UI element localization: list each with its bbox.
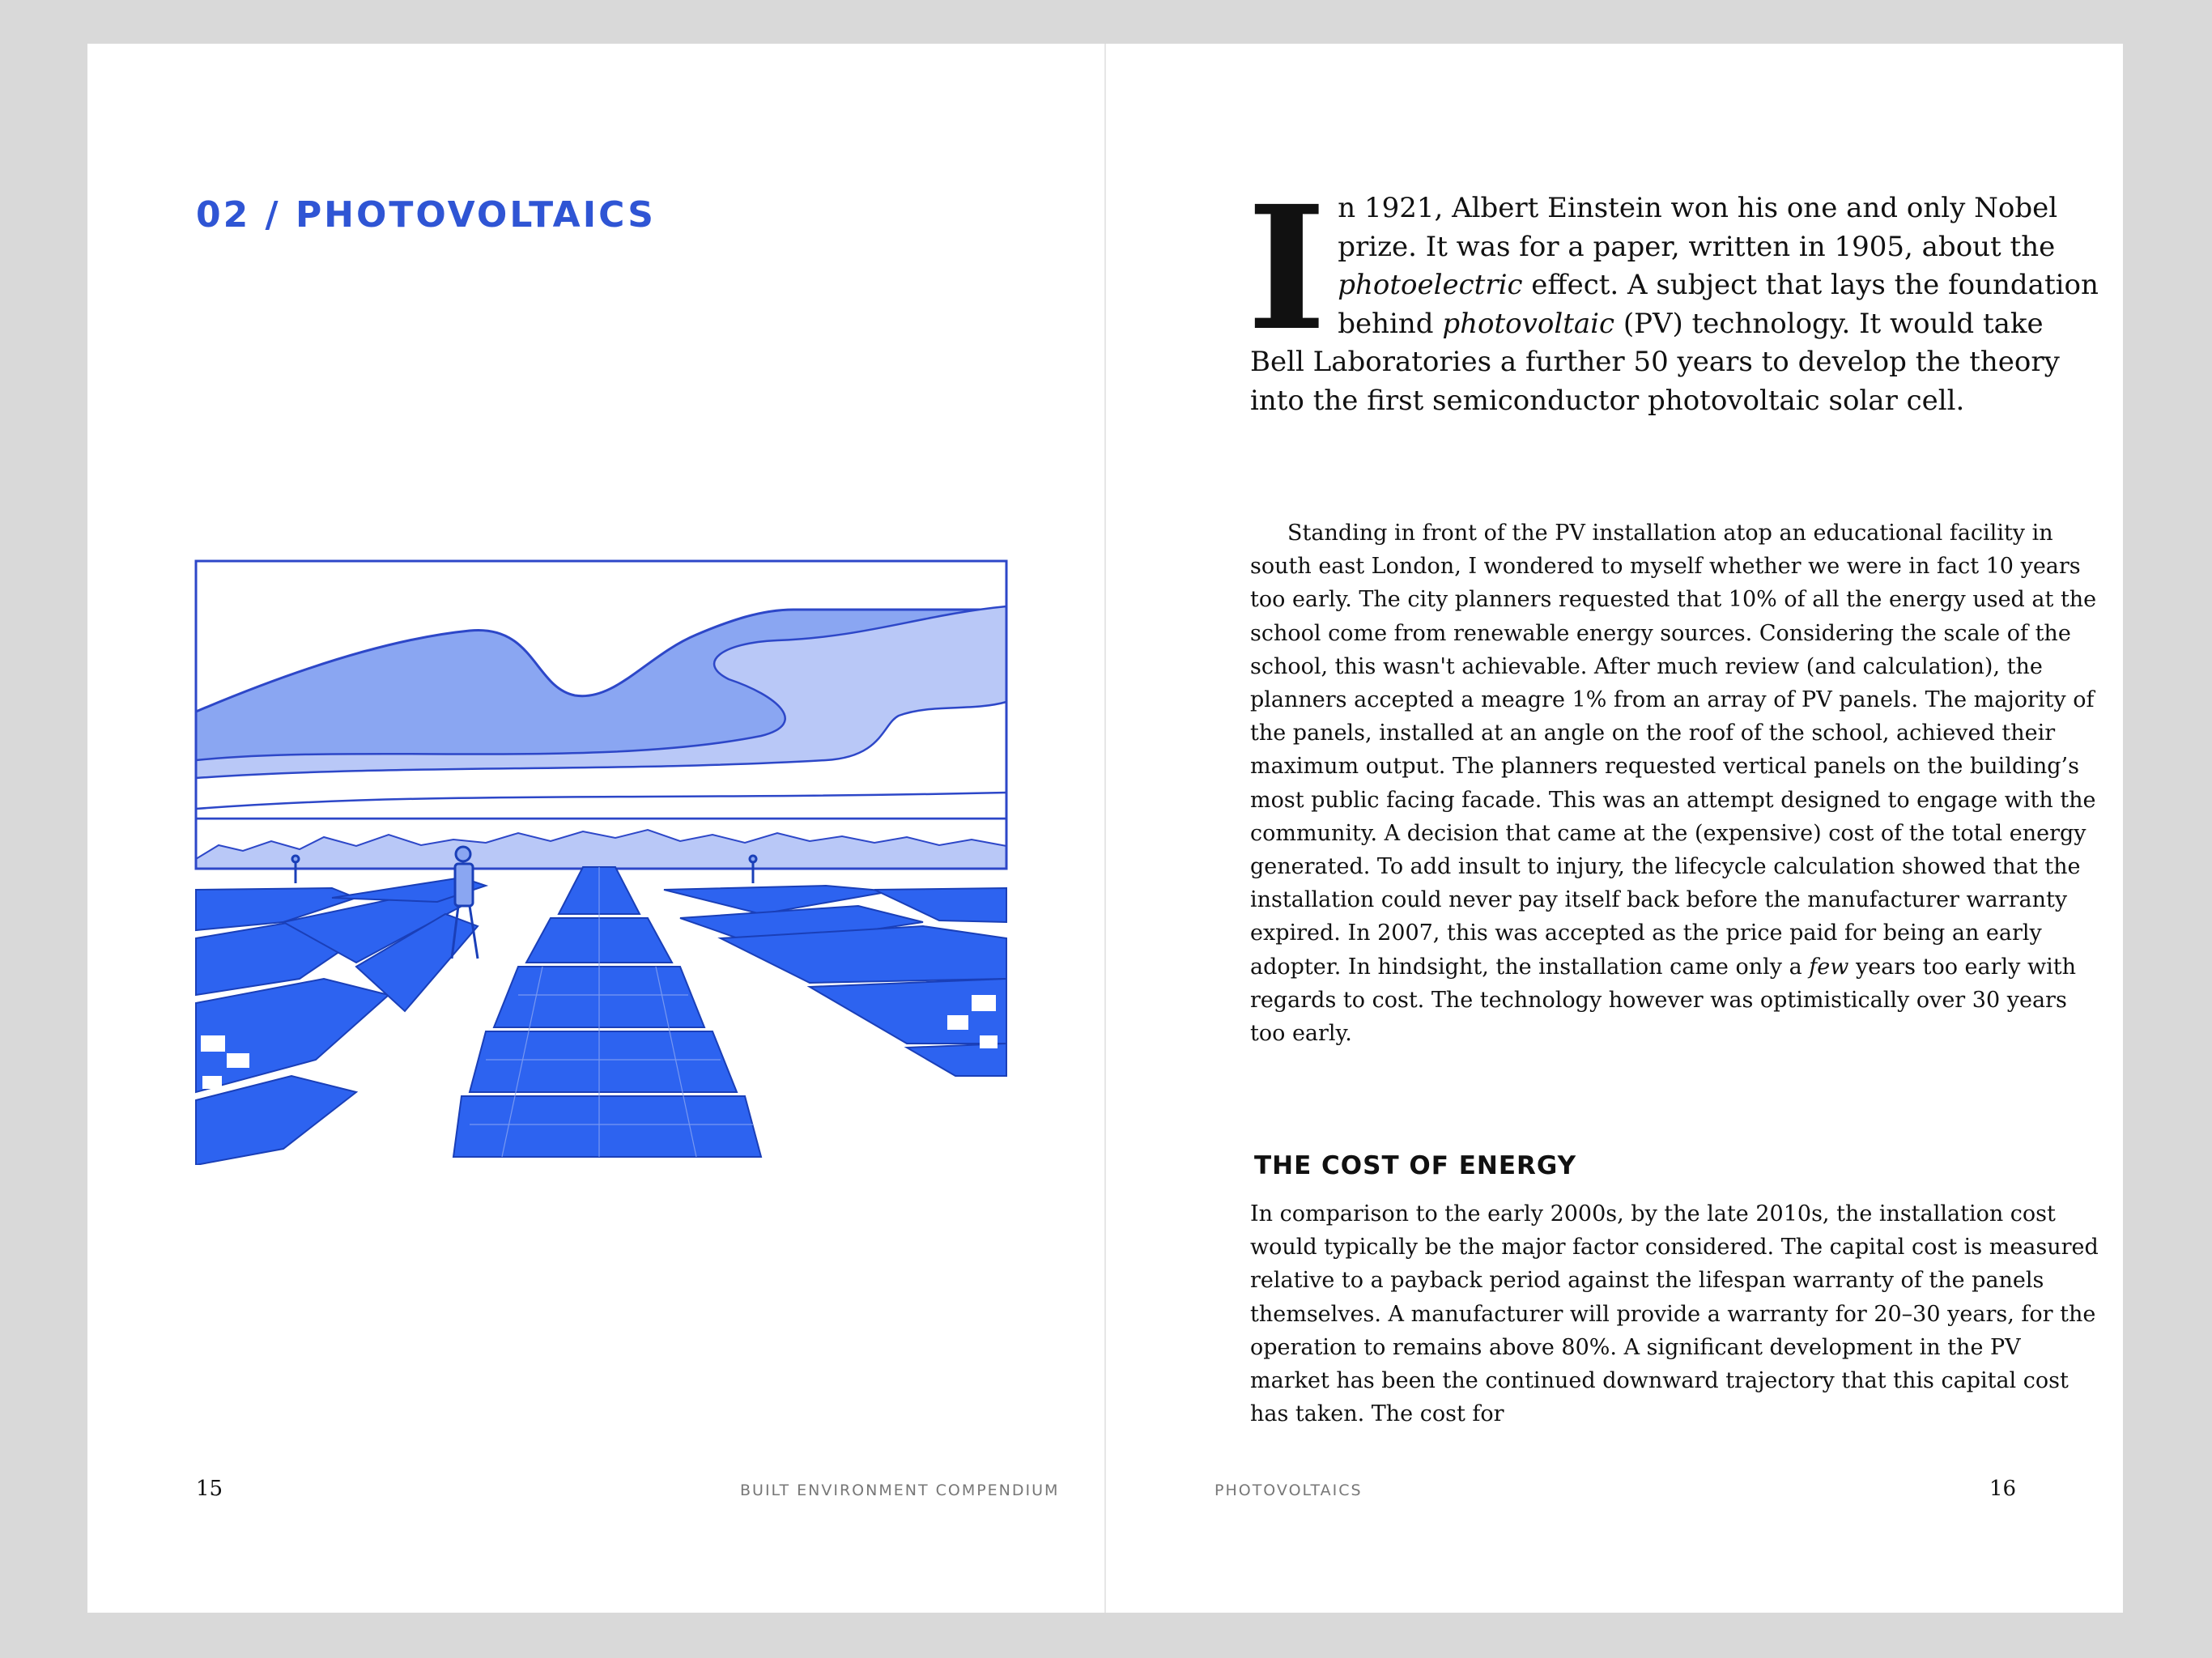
book-spread [87, 44, 2123, 1613]
page-gutter [1104, 44, 1106, 1613]
body-paragraph-2: In comparison to the early 2000s, by the late 2010s, the installation cost would typically be the major factor considered. The capital cost is measured relative to a payback period against the lifespan warranty of the panels themselves. A manufacturer will provide a warranty for 20–30 years, for the operation to remains above 80%. A significant development in the PV market has been the continued downward trajectory that this capital cost has taken. The cost for [1250, 1201, 2099, 1427]
body-paragraph-1 [1250, 517, 2100, 1050]
lead-text-1: n 1921, Albert Einstein won his one and only Nobel prize. It was for a paper, written in 1905, about the [1338, 192, 2058, 263]
drop-cap: I [1247, 168, 1327, 368]
lead-emphasis-1: photoelectric [1338, 269, 1523, 301]
para1-emphasis: few [1809, 954, 1849, 980]
solar-field-illustration [194, 558, 1008, 1165]
running-head-right: PHOTOVOLTAICS [1214, 1482, 1363, 1499]
running-head-left: BUILT ENVIRONMENT COMPENDIUM [740, 1482, 1060, 1499]
lead-text-2: effect. A subject that lays the foundation behind [1338, 269, 2099, 340]
para1-text-2: years too early with regards to cost. The technology however was optimistically over 30 years too early. [1250, 954, 2076, 1047]
chapter-title: 02 / PHOTOVOLTAICS [196, 194, 656, 236]
lead-paragraph [1247, 168, 2100, 420]
page-number-left: 15 [196, 1477, 223, 1501]
section-heading: THE COST OF ENERGY [1254, 1151, 1577, 1180]
lead-text-3: (PV) technology. It would take Bell Laboratories a further 50 years to develop the theory into the first semiconductor photovoltaic solar cell. [1250, 307, 2060, 417]
para1-text-1: Standing in front of the PV installation atop an educational facility in south east London, I wondered to myself whether we were in fact 10 years too early. The city planners requested that 10% of all the energy used at the school come from renewable energy sources. Considering the scale of the school, this wasn't achievable. After much review (and calculation), the planners accepted a meagre 1% from an array of PV panels. The majority of the panels, installed at an angle on the roof of the school, achieved their maximum output. The planners requested vertical panels on the building’s most public facing facade. This was an attempt designed to engage with the community. A decision that came at the (expensive) cost of the total energy generated. To add insult to injury, the lifecycle calculation showed that the installation could never pay itself back before the manufacturer warranty expired. In 2007, this was accepted as the price paid for being an early adopter. In hindsight, the installation came only a [1250, 521, 2097, 980]
lead-emphasis-2: photovoltaic [1442, 307, 1615, 340]
page-number-right: 16 [1989, 1477, 2017, 1501]
